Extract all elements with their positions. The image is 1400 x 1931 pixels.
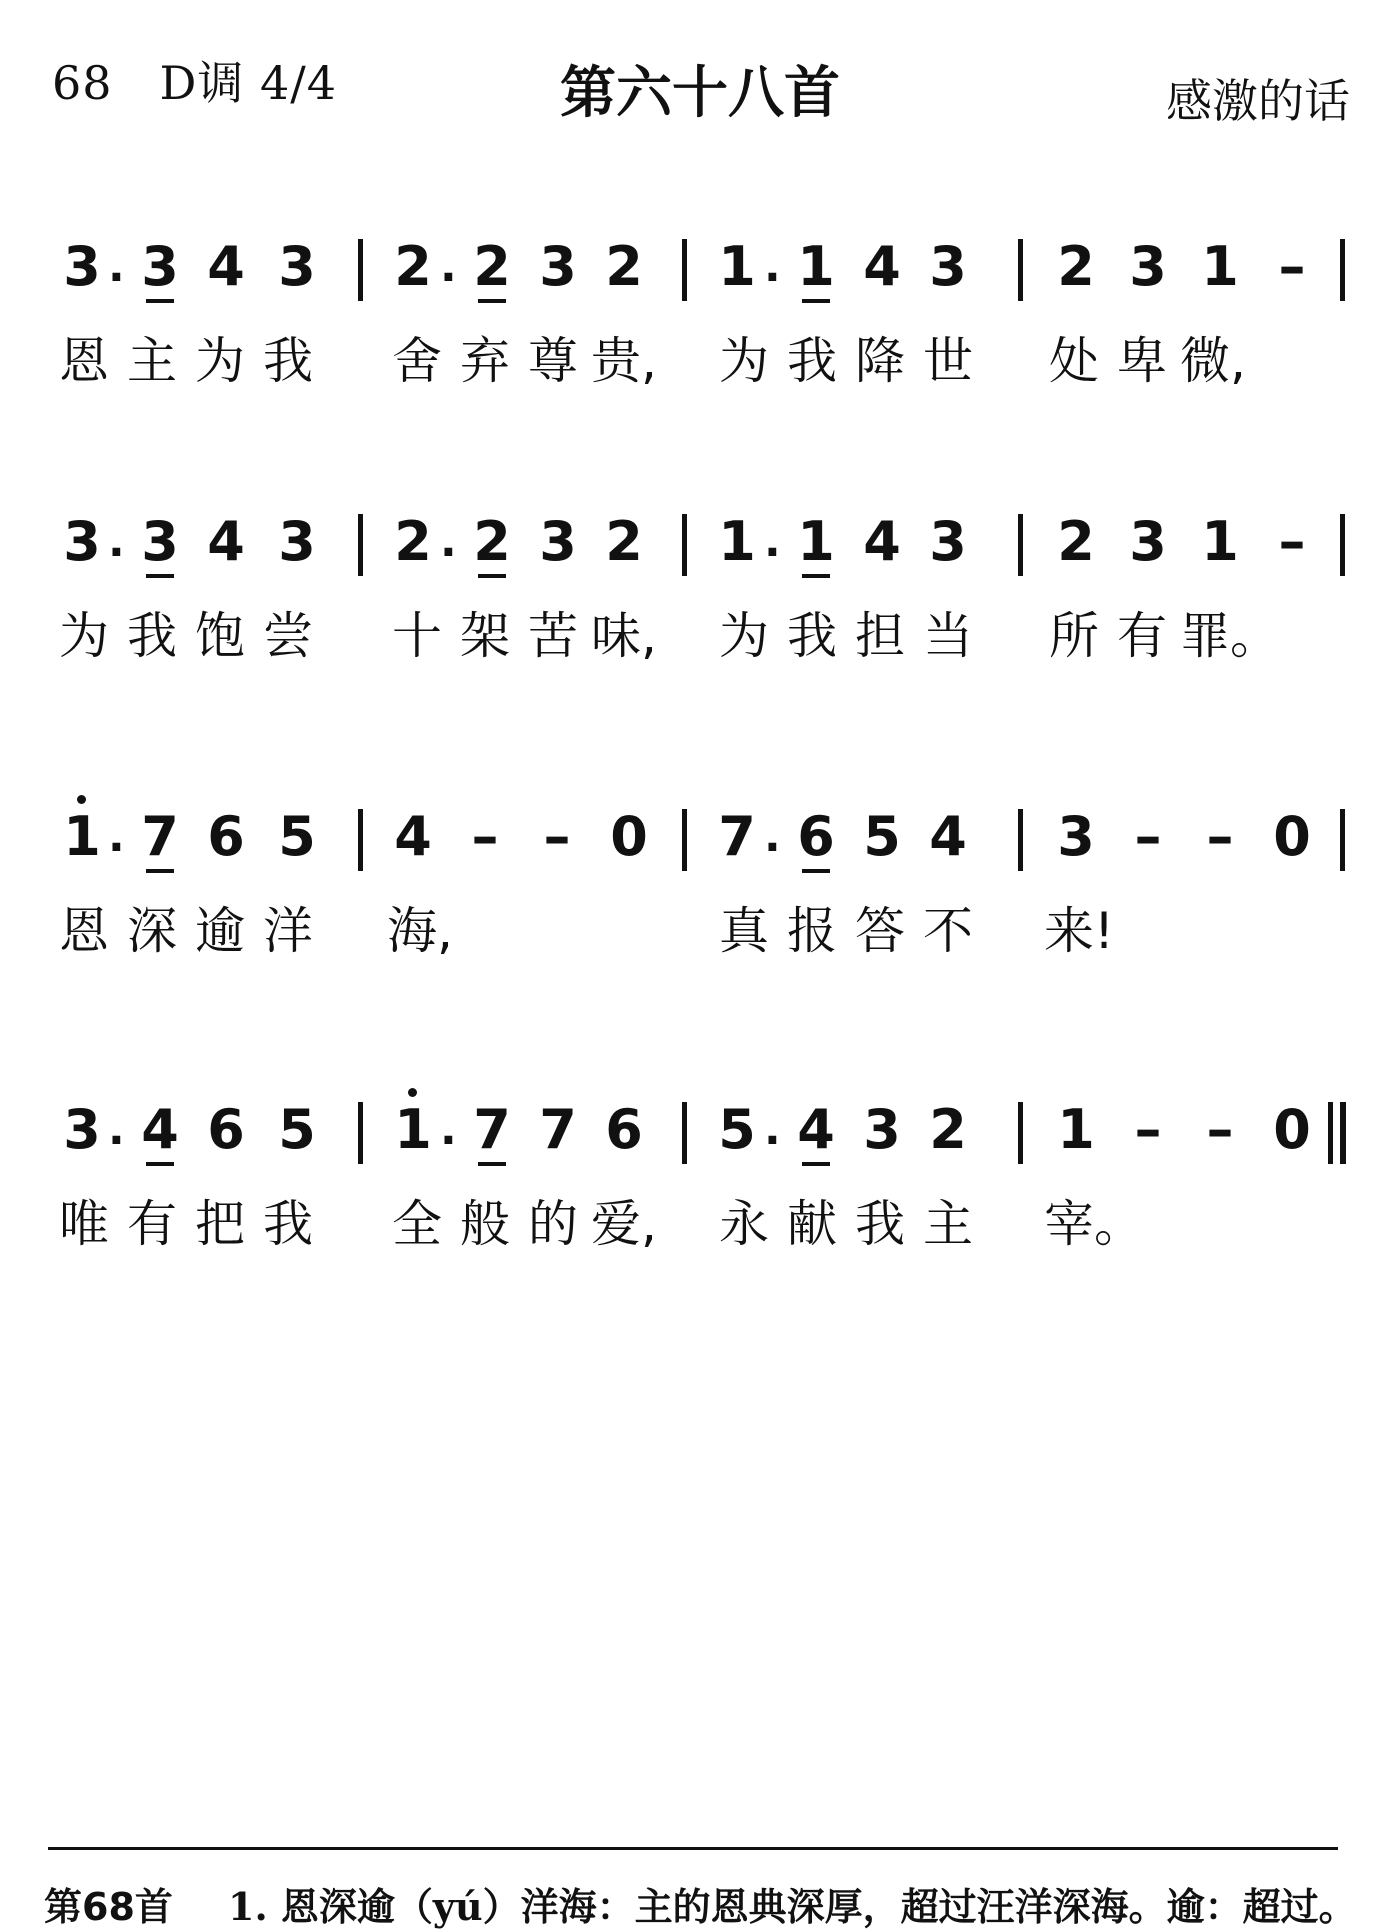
lyric-char: 有 — [127, 1195, 177, 1253]
lyric-char: 有 — [1117, 607, 1167, 665]
note: 1 — [797, 235, 835, 298]
barline — [1018, 1102, 1023, 1164]
lyric-char: 我 — [263, 1195, 313, 1253]
lyric-char: 处 — [1049, 332, 1099, 390]
note: 1 — [797, 510, 835, 573]
note: 4 — [863, 235, 901, 298]
hymn-theme: 感激的话 — [1166, 74, 1350, 128]
barline — [1340, 514, 1345, 576]
barline — [358, 514, 363, 576]
note: 2 — [1057, 510, 1095, 573]
dot-mark: . — [764, 241, 781, 292]
note: 5 — [278, 805, 316, 868]
note: 0 — [610, 805, 648, 868]
barline — [682, 809, 687, 871]
note: 0 — [1273, 805, 1311, 868]
lyric-char: 所 — [1049, 607, 1099, 665]
dash-mark: – — [1206, 1098, 1234, 1161]
lyric-char: 弃 — [460, 332, 510, 390]
lyric-char: 爱, — [591, 1195, 657, 1253]
lyric-char: 我 — [787, 607, 837, 665]
note: 3 — [1129, 510, 1167, 573]
lyric-char: 把 — [195, 1195, 245, 1253]
final-barline-thick — [1340, 1102, 1346, 1164]
lyric-char: 我 — [787, 332, 837, 390]
lyric-char: 为 — [719, 607, 769, 665]
dot-mark: . — [764, 1104, 781, 1155]
barline — [682, 1102, 687, 1164]
note: 1 — [1057, 1098, 1095, 1161]
note: 4 — [394, 805, 432, 868]
page-title: 第六十八首 — [560, 61, 840, 126]
note: 4 — [797, 1098, 835, 1161]
hymn-number-key-time: 68 D调 4/4 — [52, 56, 338, 110]
lyric-char: 苦 — [528, 607, 578, 665]
note: 5 — [718, 1098, 756, 1161]
lyric-char: 来! — [1044, 902, 1115, 960]
dot-mark: . — [440, 516, 457, 567]
lyric-char: 献 — [787, 1195, 837, 1253]
barline — [1018, 514, 1023, 576]
barline — [358, 809, 363, 871]
note: 4 — [141, 1098, 179, 1161]
note: 1 — [1201, 235, 1239, 298]
note: 6 — [207, 1098, 245, 1161]
notation-row — [0, 805, 1400, 885]
dot-mark: . — [440, 241, 457, 292]
note: 3 — [929, 235, 967, 298]
lyric-char: 十 — [392, 607, 442, 665]
note: 2 — [473, 510, 511, 573]
footnote-text: 1. 恩深逾（yú）洋海：主的恩典深厚，超过汪洋深海。逾：超过。 — [228, 1884, 1357, 1929]
note: 3 — [141, 235, 179, 298]
lyric-char: 贵, — [591, 332, 657, 390]
note: 1 — [63, 805, 101, 868]
lyric-char: 卑 — [1117, 332, 1167, 390]
note: 3 — [539, 510, 577, 573]
note: 7 — [141, 805, 179, 868]
note: 3 — [929, 510, 967, 573]
lyric-char: 主 — [923, 1195, 973, 1253]
note: 7 — [473, 1098, 511, 1161]
dash-mark: – — [1134, 1098, 1162, 1161]
lyric-char: 真 — [719, 902, 769, 960]
note: 6 — [605, 1098, 643, 1161]
lyric-char: 的 — [528, 1195, 578, 1253]
note: 1 — [394, 1098, 432, 1161]
dot-mark: . — [108, 516, 125, 567]
note: 4 — [929, 805, 967, 868]
lyric-char: 微, — [1180, 332, 1246, 390]
note: 4 — [207, 510, 245, 573]
note: 6 — [207, 805, 245, 868]
note: 3 — [278, 510, 316, 573]
note: 3 — [278, 235, 316, 298]
dot-mark: . — [440, 1104, 457, 1155]
lyric-char: 主 — [127, 332, 177, 390]
notation-row — [0, 510, 1400, 590]
note: 2 — [473, 235, 511, 298]
barline — [1340, 239, 1345, 301]
lyric-char: 永 — [719, 1195, 769, 1253]
lyric-char: 恩 — [59, 902, 109, 960]
note: 6 — [797, 805, 835, 868]
lyric-char: 世 — [923, 332, 973, 390]
lyric-char: 降 — [855, 332, 905, 390]
dot-mark: . — [108, 241, 125, 292]
barline — [682, 239, 687, 301]
lyric-char: 全 — [392, 1195, 442, 1253]
note: 3 — [63, 1098, 101, 1161]
barline — [682, 514, 687, 576]
note: 3 — [1057, 805, 1095, 868]
notation-row — [0, 1098, 1400, 1178]
note: 2 — [394, 235, 432, 298]
lyric-char: 我 — [263, 332, 313, 390]
note: 5 — [863, 805, 901, 868]
footnote-divider — [48, 1847, 1338, 1850]
note: 7 — [539, 1098, 577, 1161]
barline — [358, 1102, 363, 1164]
lyric-char: 饱 — [195, 607, 245, 665]
lyric-char: 担 — [855, 607, 905, 665]
note: 4 — [863, 510, 901, 573]
barline — [358, 239, 363, 301]
lyric-char: 味, — [591, 607, 657, 665]
dot-mark: . — [108, 811, 125, 862]
note: 3 — [1129, 235, 1167, 298]
note: 1 — [1201, 510, 1239, 573]
dash-mark: – — [1278, 510, 1306, 573]
dot-mark: . — [764, 516, 781, 567]
dash-mark: – — [543, 805, 571, 868]
note: 1 — [718, 510, 756, 573]
note: 3 — [63, 510, 101, 573]
lyric-char: 不 — [923, 902, 973, 960]
lyric-char: 答 — [855, 902, 905, 960]
lyric-char: 宰。 — [1044, 1195, 1144, 1253]
barline — [1340, 809, 1345, 871]
dash-mark: – — [1134, 805, 1162, 868]
lyric-char: 恩 — [59, 332, 109, 390]
lyric-char: 我 — [855, 1195, 905, 1253]
lyric-char: 深 — [127, 902, 177, 960]
lyric-char: 当 — [923, 607, 973, 665]
note: 2 — [929, 1098, 967, 1161]
lyric-char: 唯 — [59, 1195, 109, 1253]
note: 2 — [1057, 235, 1095, 298]
lyric-char: 为 — [719, 332, 769, 390]
note: 5 — [278, 1098, 316, 1161]
note: 3 — [141, 510, 179, 573]
dash-mark: – — [471, 805, 499, 868]
lyric-char: 海, — [387, 902, 453, 960]
lyric-char: 罪。 — [1180, 607, 1280, 665]
note: 0 — [1273, 1098, 1311, 1161]
dot-mark: . — [764, 811, 781, 862]
lyric-char: 为 — [59, 607, 109, 665]
dot-mark: . — [108, 1104, 125, 1155]
barline — [1018, 239, 1023, 301]
barline — [1018, 809, 1023, 871]
dash-mark: – — [1206, 805, 1234, 868]
lyric-char: 舍 — [392, 332, 442, 390]
lyric-char: 尝 — [263, 607, 313, 665]
notation-row — [0, 235, 1400, 315]
note: 3 — [63, 235, 101, 298]
lyric-char: 般 — [460, 1195, 510, 1253]
final-barline-thin — [1328, 1102, 1333, 1164]
note: 3 — [863, 1098, 901, 1161]
lyric-char: 尊 — [528, 332, 578, 390]
note: 4 — [207, 235, 245, 298]
lyric-char: 我 — [127, 607, 177, 665]
lyric-char: 逾 — [195, 902, 245, 960]
note: 1 — [718, 235, 756, 298]
note: 7 — [718, 805, 756, 868]
dash-mark: – — [1278, 235, 1306, 298]
lyric-char: 架 — [460, 607, 510, 665]
lyric-char: 为 — [195, 332, 245, 390]
lyric-char: 报 — [787, 902, 837, 960]
note: 2 — [605, 510, 643, 573]
lyric-char: 洋 — [263, 902, 313, 960]
note: 2 — [605, 235, 643, 298]
footnote-label: 第68首 — [44, 1885, 173, 1929]
note: 2 — [394, 510, 432, 573]
note: 3 — [539, 235, 577, 298]
